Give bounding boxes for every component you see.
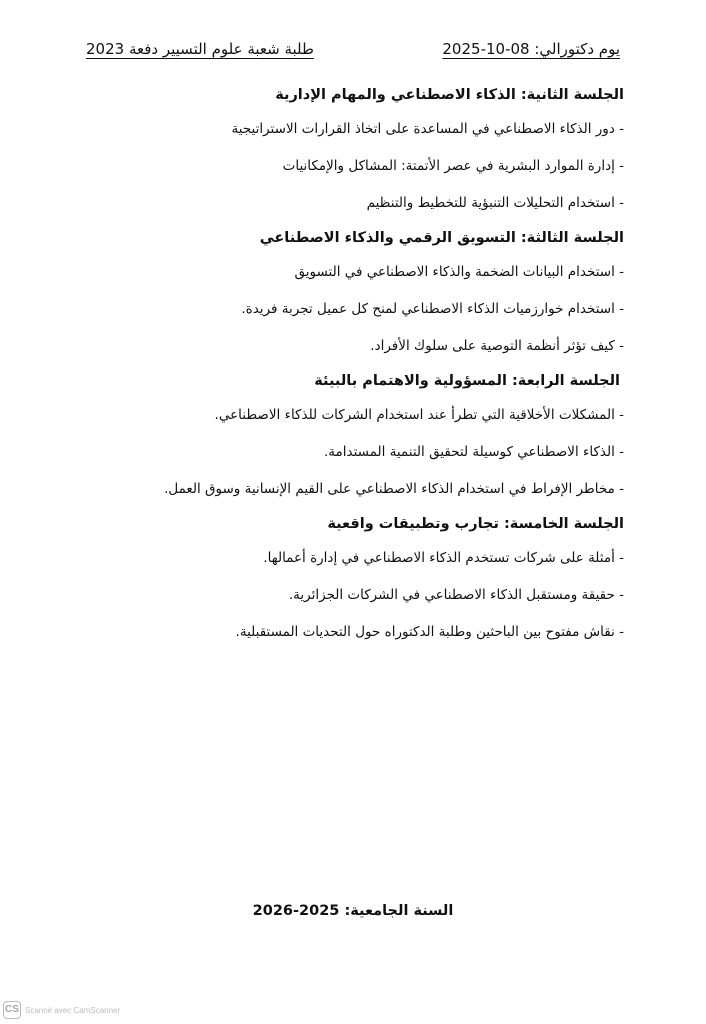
session-title: الجلسة الخامسة: تجارب وتطبيقات واقعية	[327, 516, 624, 532]
session-item: - نقاش مفتوح بين الباحثين وطلبة الدكتوراه حول التحديات المستقبلية.	[235, 624, 624, 640]
camscanner-logo-icon: CS	[3, 1001, 21, 1019]
session-4	[64, 370, 624, 500]
session-item: - إدارة الموارد البشرية في عصر الأتمتة: المشاكل والإمكانيات	[282, 158, 624, 174]
session-2	[64, 84, 624, 214]
program-content	[64, 84, 624, 658]
session-item: - حقيقة ومستقبل الذكاء الاصطناعي في الشركات الجزائرية.	[288, 587, 624, 603]
header-date: يوم دكتورالي: 08-10-2025	[442, 40, 620, 58]
scanner-watermark	[3, 1001, 120, 1019]
session-item: - الذكاء الاصطناعي كوسيلة لتحقيق التنمية المستدامة.	[323, 444, 624, 460]
session-item: - استخدام خوارزميات الذكاء الاصطناعي لمنح كل عميل تجربة فريدة.	[241, 301, 624, 317]
session-item: - كيف تؤثر أنظمة التوصية على سلوك الأفراد.	[370, 338, 624, 354]
header-students: طلبة شعبة علوم التسيير دفعة 2023	[86, 40, 314, 58]
session-title: الجلسة الرابعة: المسؤولية والاهتمام بالبيئة	[314, 373, 620, 389]
session-item: - أمثلة على شركات تستخدم الذكاء الاصطناعي في إدارة أعمالها.	[263, 550, 624, 566]
session-5	[64, 513, 624, 643]
session-item: - استخدام التحليلات التنبؤية للتخطيط والتنظيم	[366, 195, 624, 211]
session-item: - استخدام البيانات الضخمة والذكاء الاصطناعي في التسويق	[294, 264, 624, 280]
session-item: - دور الذكاء الاصطناعي في المساعدة على اتخاذ القرارات الاستراتيجية	[231, 121, 624, 137]
scanner-watermark-text: Scanné avec CamScanner	[25, 1005, 121, 1015]
session-item: - مخاطر الإفراط في استخدام الذكاء الاصطناعي على القيم الإنسانية وسوق العمل.	[164, 481, 624, 497]
session-title: الجلسة الثالثة: التسويق الرقمي والذكاء الاصطناعي	[259, 230, 624, 246]
academic-year: السنة الجامعية: 2025-2026	[252, 903, 454, 919]
session-3	[64, 227, 624, 357]
session-title: الجلسة الثانية: الذكاء الاصطناعي والمهام الإدارية	[275, 87, 624, 103]
session-item: - المشكلات الأخلاقية التي تطرأ عند استخدام الشركات للذكاء الاصطناعي.	[214, 407, 624, 423]
